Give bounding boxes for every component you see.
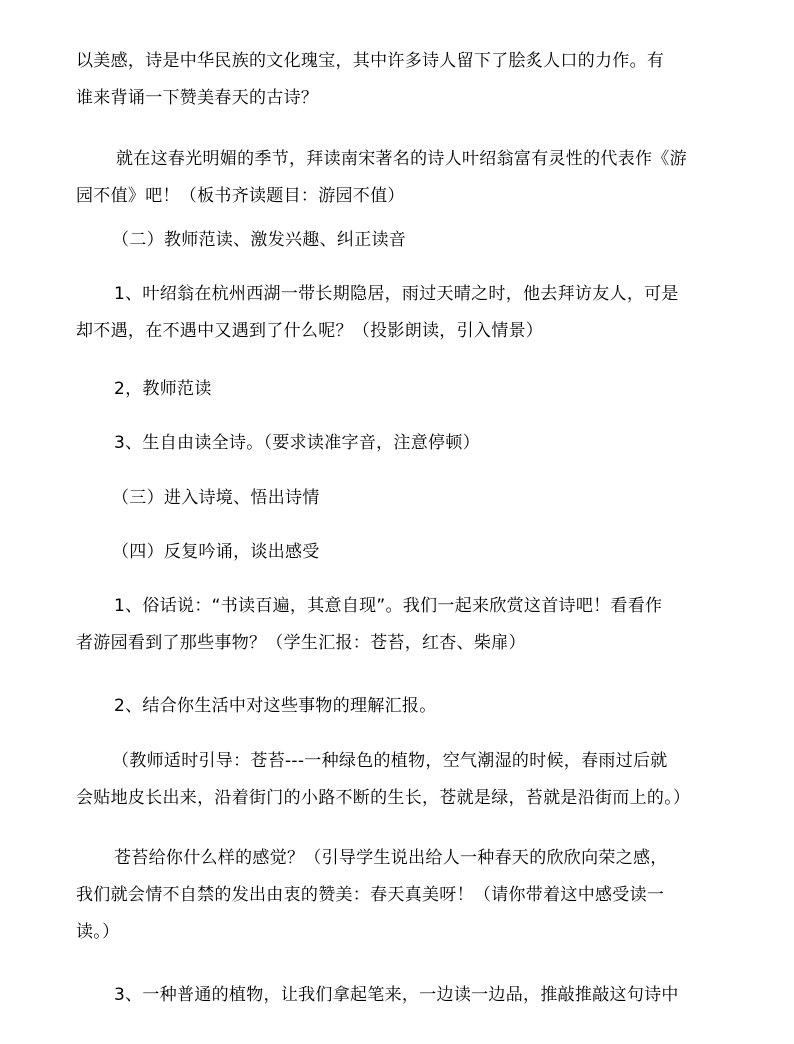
section-heading-3 <box>112 480 320 517</box>
paragraph-6 <box>114 425 480 462</box>
paragraph-line: 3、一种普通的植物，让我们拿起笔来，一边读一边品，推敲推敲这句诗中 <box>114 985 679 1005</box>
paragraph-4 <box>76 276 679 350</box>
paragraph-line: 园不值》吧！（板书齐读题目：游园不值） <box>76 186 405 206</box>
paragraph-12 <box>76 840 668 951</box>
paragraph-line: 2，教师范读 <box>114 379 212 399</box>
paragraph-line: 读。） <box>76 922 120 942</box>
paragraph-1 <box>76 43 664 117</box>
paragraph-line: 我们就会情不自禁的发出由衷的赞美：春天真美呀！（请你带着这中感受读一 <box>76 885 665 905</box>
paragraph-line: （教师适时引导：苍苔---一种绿色的植物，空气潮湿的时候，春雨过后就 <box>112 751 668 771</box>
paragraph-5 <box>114 371 212 408</box>
paragraph-line: 者游园看到了那些事物？（学生汇报：苍苔，红杏、柴扉） <box>76 633 526 653</box>
paragraph-9 <box>76 588 662 662</box>
paragraph-line: 却不遇，在不遇中又遇到了什么呢？（投影朗读，引入情景） <box>76 321 544 341</box>
paragraph-2 <box>76 141 687 215</box>
section-heading-4 <box>112 534 320 571</box>
paragraph-line: 就在这春光明媚的季节，拜读南宋著名的诗人叶绍翁富有灵性的代表作《游 <box>116 149 687 169</box>
paragraph-13 <box>114 977 679 1014</box>
paragraph-line: （四）反复吟诵，谈出感受 <box>112 542 320 562</box>
paragraph-line: 谁来背诵一下赞美春天的古诗？ <box>76 88 319 108</box>
section-heading-2 <box>112 222 406 259</box>
paragraph-line: 1、俗话说：“书读百遍，其意自现”。我们一起来欣赏这首诗吧！看看作 <box>114 596 663 616</box>
paragraph-line: 苍苔给你什么样的感觉？（引导学生说出给人一种春天的欣欣向荣之感， <box>114 848 668 868</box>
paragraph-line: 1、叶绍翁在杭州西湖一带长期隐居，雨过天晴之时，他去拜访友人，可是 <box>114 284 679 304</box>
paragraph-line: 3、生自由读全诗。（要求读准字音，注意停顿） <box>114 433 480 453</box>
paragraph-line: 会贴地皮长出来，沿着街门的小路不断的生长，苍就是绿，苔就是沿街而上的。） <box>76 788 691 808</box>
paragraph-line: 以美感，诗是中华民族的文化瑰宝，其中许多诗人留下了脍炙人口的力作。有 <box>76 51 665 71</box>
paragraph-line: （三）进入诗境、悟出诗情 <box>112 488 320 508</box>
paragraph-line: 2、结合你生活中对这些事物的理解汇报。 <box>114 696 437 716</box>
paragraph-11 <box>76 743 690 817</box>
paragraph-line: （二）教师范读、激发兴趣、纠正读音 <box>112 230 407 250</box>
paragraph-10 <box>114 688 437 725</box>
